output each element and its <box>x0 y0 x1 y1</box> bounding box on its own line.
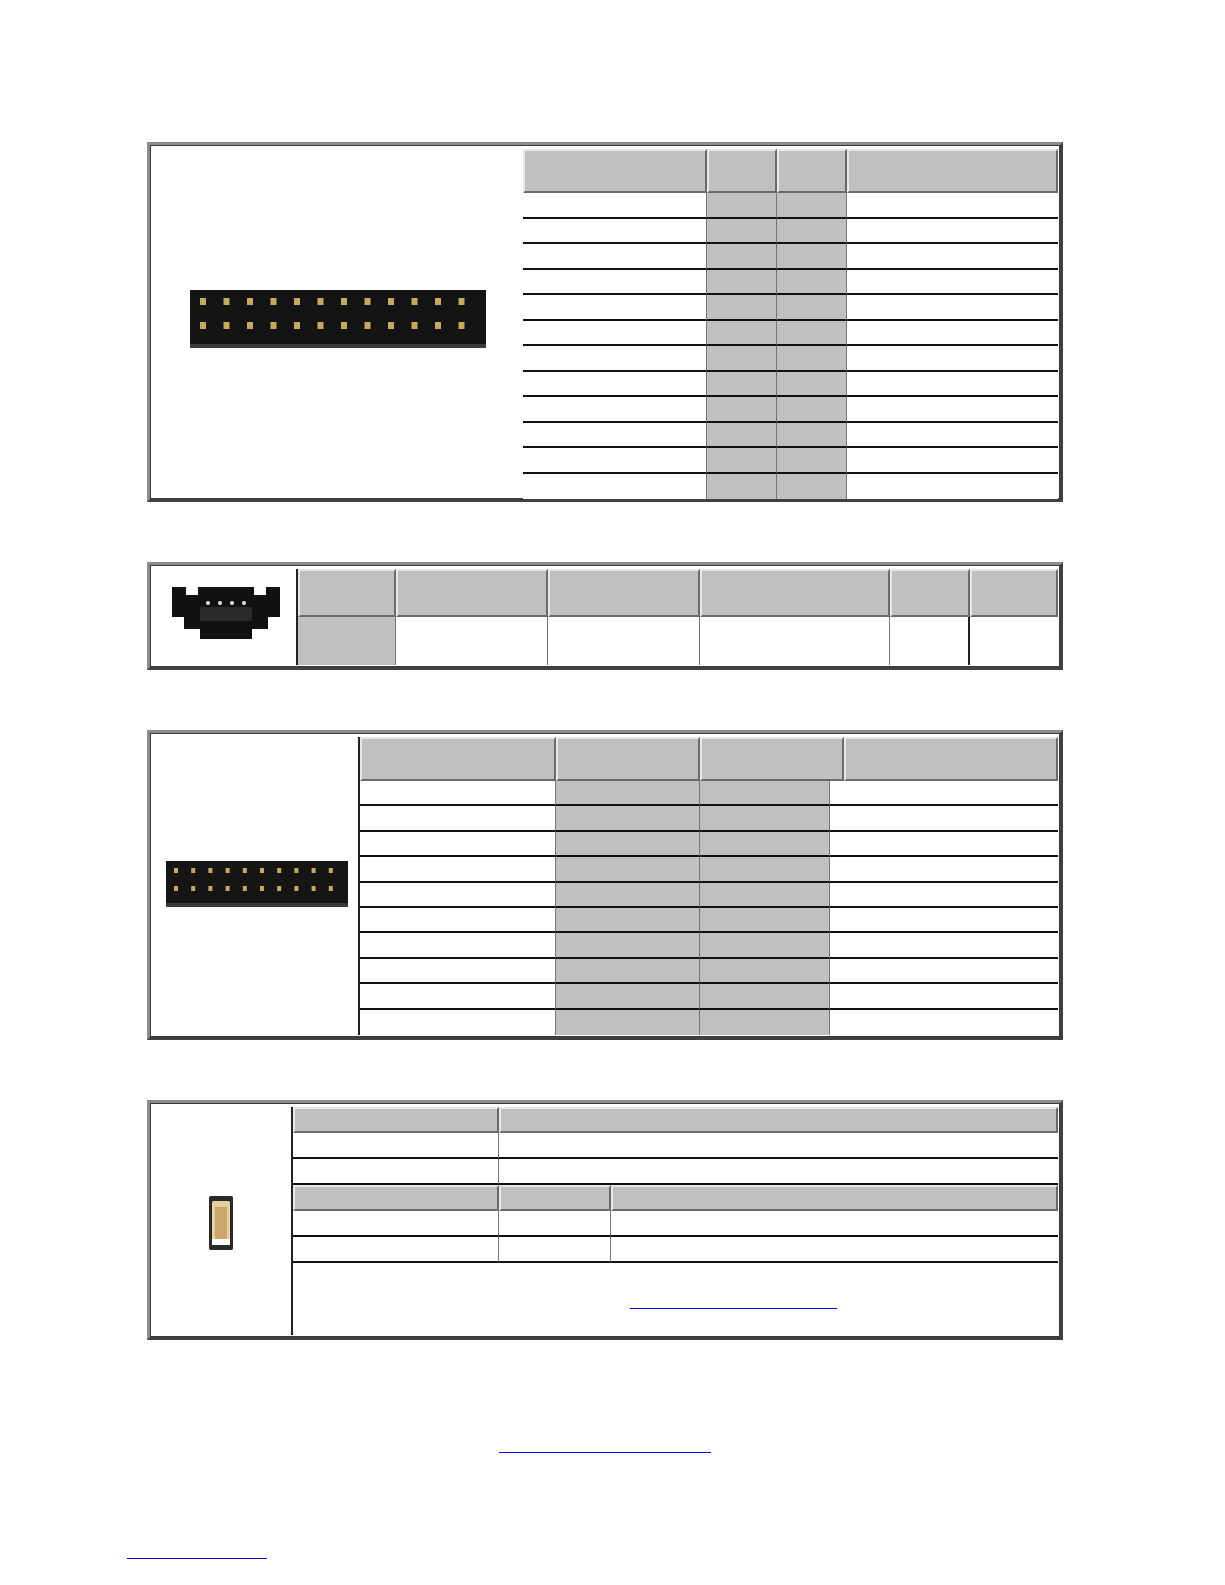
table-cell <box>777 295 847 321</box>
table-cell <box>707 474 777 500</box>
header-pin <box>459 298 465 305</box>
connector-panel-2 <box>147 562 1063 670</box>
pin-header-2x12-image <box>190 290 486 348</box>
table-cell <box>847 219 1058 245</box>
table-cell <box>777 270 847 296</box>
table-cell <box>707 193 777 219</box>
header-pin <box>294 886 298 891</box>
header-pin <box>208 868 212 873</box>
note-cell <box>293 1263 1058 1335</box>
table-cell <box>847 244 1058 270</box>
table-cell <box>360 806 556 831</box>
header-pin <box>329 868 333 873</box>
table-cell <box>707 448 777 474</box>
table-cell <box>707 397 777 423</box>
table-cell <box>777 346 847 372</box>
table-cell <box>523 295 707 321</box>
table-cell <box>548 617 700 665</box>
table-cell <box>700 908 830 933</box>
table-header-cell <box>499 1185 611 1211</box>
table-cell <box>847 397 1058 423</box>
table-cell <box>523 423 707 449</box>
header-pin <box>435 298 441 305</box>
table-cell <box>523 270 707 296</box>
table-cell <box>970 617 1058 665</box>
table-cell <box>700 857 830 882</box>
header-pin <box>312 868 316 873</box>
table-cell <box>830 781 1058 806</box>
table-cell <box>556 959 700 984</box>
table-cell <box>700 933 830 958</box>
table-cell <box>847 372 1058 398</box>
table-header-cell <box>611 1185 1058 1211</box>
table-cell <box>611 1237 1058 1263</box>
header-pin <box>412 322 418 329</box>
table-cell <box>556 908 700 933</box>
table-cell <box>847 193 1058 219</box>
table-cell <box>847 346 1058 372</box>
header-pin <box>243 868 247 873</box>
header-pin <box>435 322 441 329</box>
hyperlink-underline[interactable] <box>630 1308 837 1309</box>
pin-header-2x10-image <box>166 861 348 907</box>
table-cell <box>830 883 1058 908</box>
table-cell <box>556 781 700 806</box>
table-cell <box>707 346 777 372</box>
table-cell <box>293 1211 499 1237</box>
table-cell <box>360 1010 556 1035</box>
table-cell <box>830 984 1058 1009</box>
table-header-cell <box>890 569 970 617</box>
table-cell <box>707 295 777 321</box>
table-cell <box>777 321 847 347</box>
table-cell <box>847 321 1058 347</box>
table-cell <box>847 448 1058 474</box>
header-pin <box>277 868 281 873</box>
table-cell <box>777 474 847 500</box>
table-cell <box>777 397 847 423</box>
table-cell <box>523 372 707 398</box>
table-cell <box>777 193 847 219</box>
table-cell <box>499 1159 1058 1185</box>
header-pin <box>365 298 371 305</box>
header-pin <box>329 886 333 891</box>
table-cell <box>700 806 830 831</box>
table-cell <box>360 933 556 958</box>
table-cell <box>360 832 556 857</box>
table-cell <box>523 448 707 474</box>
table-header-cell <box>777 149 847 193</box>
header-pin <box>412 298 418 305</box>
table-header-cell <box>298 569 396 617</box>
header-pin <box>365 322 371 329</box>
table-header-cell <box>844 737 1058 781</box>
header-pin <box>341 322 347 329</box>
header-pin <box>271 298 277 305</box>
table-cell <box>499 1211 611 1237</box>
table-cell <box>360 908 556 933</box>
table-cell <box>700 984 830 1009</box>
table-cell <box>396 617 548 665</box>
table-cell <box>777 448 847 474</box>
header-pin <box>226 886 230 891</box>
table-cell <box>700 617 890 665</box>
table-cell <box>360 883 556 908</box>
table-cell <box>830 857 1058 882</box>
footer-link-underline[interactable] <box>499 1452 711 1453</box>
table-header-cell <box>700 737 844 781</box>
header-pin <box>224 322 230 329</box>
connector-panel-1 <box>147 142 1063 502</box>
table-cell <box>523 193 707 219</box>
table-cell <box>777 244 847 270</box>
table-cell <box>293 1133 499 1159</box>
table-cell <box>293 1159 499 1185</box>
table-cell <box>293 1237 499 1263</box>
header-pin <box>226 868 230 873</box>
table-cell <box>707 244 777 270</box>
table-cell <box>700 1010 830 1035</box>
header-pin <box>312 886 316 891</box>
table-cell <box>777 372 847 398</box>
header-pin <box>294 298 300 305</box>
table-cell <box>707 372 777 398</box>
connector-panel-3 <box>147 730 1063 1040</box>
header-pin <box>271 322 277 329</box>
table-header-cell <box>700 569 890 617</box>
table-cell <box>830 959 1058 984</box>
table-cell <box>556 857 700 882</box>
header-pin <box>260 868 264 873</box>
header-pin <box>459 322 465 329</box>
table-cell <box>830 806 1058 831</box>
connector-panel-4 <box>147 1100 1063 1340</box>
table-cell <box>700 883 830 908</box>
table-header-cell <box>499 1107 1058 1133</box>
table-cell <box>830 933 1058 958</box>
header-pin <box>388 322 394 329</box>
table-cell <box>499 1237 611 1263</box>
table-cell <box>523 474 707 500</box>
header-pin <box>174 886 178 891</box>
table-cell <box>700 781 830 806</box>
table-cell <box>523 397 707 423</box>
table-cell <box>360 857 556 882</box>
header-pin <box>294 868 298 873</box>
table-cell <box>556 832 700 857</box>
header-pin <box>341 298 347 305</box>
table-cell <box>360 959 556 984</box>
table-cell <box>847 423 1058 449</box>
power-connector-image <box>168 581 284 643</box>
header-pin <box>200 298 206 305</box>
header-pin <box>247 322 253 329</box>
table-header-cell <box>523 149 707 193</box>
table-cell <box>700 959 830 984</box>
table-cell <box>523 219 707 245</box>
table-cell <box>523 321 707 347</box>
table-cell <box>700 832 830 857</box>
table-cell <box>707 423 777 449</box>
table-cell <box>556 933 700 958</box>
table-cell <box>830 832 1058 857</box>
header-pin <box>174 868 178 873</box>
table-cell <box>360 984 556 1009</box>
table-cell <box>847 270 1058 296</box>
table-cell <box>611 1211 1058 1237</box>
table-cell <box>556 984 700 1009</box>
table-header-cell <box>847 149 1058 193</box>
table-header-cell <box>556 737 700 781</box>
table-cell <box>707 321 777 347</box>
header-pin <box>191 868 195 873</box>
table-cell <box>556 883 700 908</box>
table-cell <box>777 423 847 449</box>
header-pin <box>318 322 324 329</box>
table-header-cell <box>970 569 1058 617</box>
header-pin <box>388 298 394 305</box>
table-cell <box>523 346 707 372</box>
header-pin <box>224 298 230 305</box>
header-pin <box>277 886 281 891</box>
table-cell <box>830 908 1058 933</box>
table-cell <box>707 270 777 296</box>
header-pin <box>260 886 264 891</box>
header-pin <box>243 886 247 891</box>
header-pin <box>247 298 253 305</box>
table-cell <box>556 1010 700 1035</box>
header-pin <box>200 322 206 329</box>
jumper-block-image <box>208 1195 234 1251</box>
table-cell <box>830 1010 1058 1035</box>
table-cell <box>499 1133 1058 1159</box>
table-cell <box>777 219 847 245</box>
table-cell <box>847 474 1058 500</box>
table-cell <box>523 244 707 270</box>
table-cell <box>556 806 700 831</box>
table-cell <box>890 617 970 665</box>
page-footnote-underline[interactable] <box>127 1558 267 1559</box>
header-pin <box>208 886 212 891</box>
table-cell <box>298 617 396 665</box>
table-header-cell <box>360 737 556 781</box>
table-cell <box>360 781 556 806</box>
table-cell <box>707 219 777 245</box>
table-header-cell <box>707 149 777 193</box>
table-header-cell <box>396 569 548 617</box>
table-header-cell <box>293 1107 499 1133</box>
table-header-cell <box>548 569 700 617</box>
header-pin <box>294 322 300 329</box>
header-pin <box>191 886 195 891</box>
header-pin <box>318 298 324 305</box>
table-cell <box>847 295 1058 321</box>
table-header-cell <box>293 1185 499 1211</box>
